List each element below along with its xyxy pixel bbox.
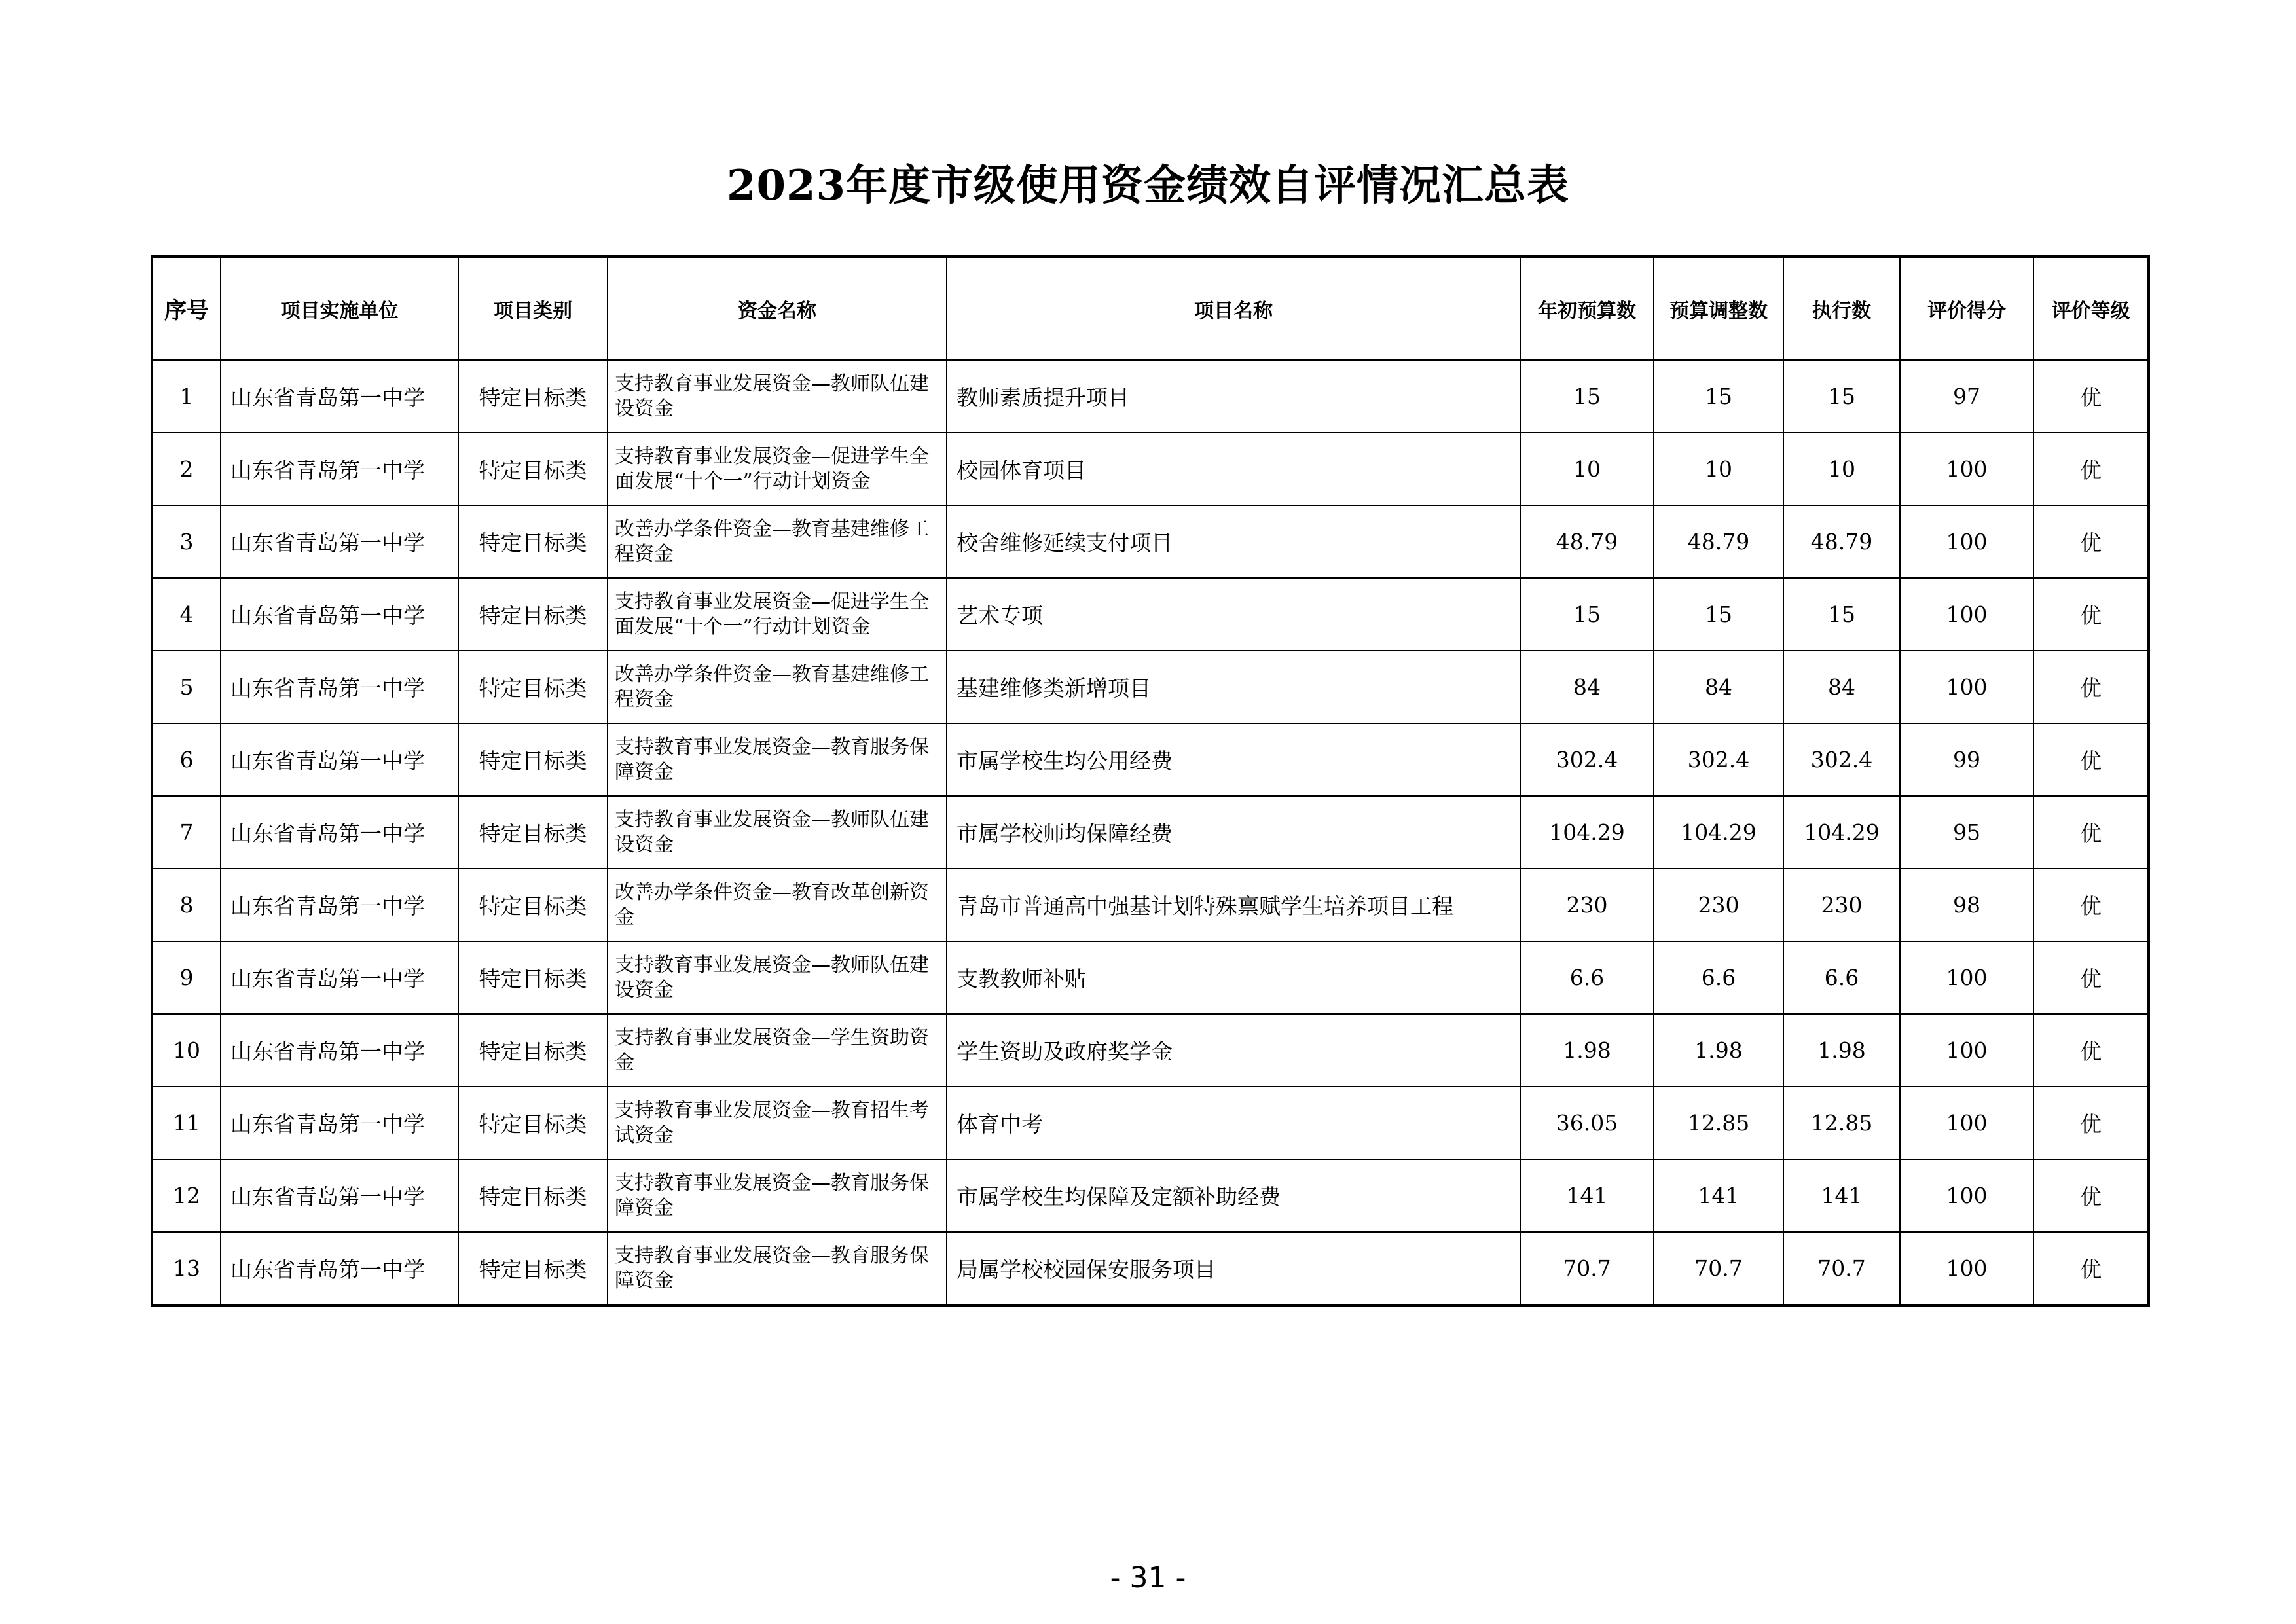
cell-category: 特定目标类 xyxy=(458,869,608,941)
cell-project-name: 艺术专项 xyxy=(947,578,1520,651)
cell-grade: 优 xyxy=(2033,651,2149,723)
cell-fund-name: 支持教育事业发展资金—教师队伍建设资金 xyxy=(608,796,947,869)
cell-grade: 优 xyxy=(2033,1159,2149,1232)
cell-seq: 13 xyxy=(152,1232,221,1305)
cell-grade: 优 xyxy=(2033,578,2149,651)
cell-project-name: 学生资助及政府奖学金 xyxy=(947,1014,1520,1087)
cell-executed: 230 xyxy=(1783,869,1900,941)
table-row xyxy=(152,360,2149,433)
cell-unit: 山东省青岛第一中学 xyxy=(221,1232,458,1305)
table-header-row xyxy=(152,257,2149,360)
cell-seq: 3 xyxy=(152,505,221,578)
cell-seq: 12 xyxy=(152,1159,221,1232)
cell-unit: 山东省青岛第一中学 xyxy=(221,1087,458,1159)
cell-seq: 11 xyxy=(152,1087,221,1159)
cell-grade: 优 xyxy=(2033,869,2149,941)
cell-adjusted-budget: 15 xyxy=(1654,360,1783,433)
cell-initial-budget: 15 xyxy=(1520,578,1654,651)
table-body xyxy=(152,360,2149,1305)
page-title: 2023年度市级使用资金绩效自评情况汇总表 xyxy=(726,161,1570,210)
cell-initial-budget: 1.98 xyxy=(1520,1014,1654,1087)
cell-fund-name: 支持教育事业发展资金—促进学生全面发展“十个一”行动计划资金 xyxy=(608,433,947,505)
cell-fund-name: 改善办学条件资金—教育基建维修工程资金 xyxy=(608,505,947,578)
page-number: - 31 - xyxy=(1110,1561,1186,1595)
cell-score: 99 xyxy=(1900,723,2033,796)
cell-executed: 302.4 xyxy=(1783,723,1900,796)
cell-initial-budget: 70.7 xyxy=(1520,1232,1654,1305)
cell-unit: 山东省青岛第一中学 xyxy=(221,723,458,796)
cell-unit: 山东省青岛第一中学 xyxy=(221,578,458,651)
cell-category: 特定目标类 xyxy=(458,796,608,869)
header-category: 项目类别 xyxy=(458,257,608,360)
cell-grade: 优 xyxy=(2033,941,2149,1014)
cell-fund-name: 支持教育事业发展资金—教师队伍建设资金 xyxy=(608,360,947,433)
cell-grade: 优 xyxy=(2033,723,2149,796)
cell-fund-name: 支持教育事业发展资金—教育招生考试资金 xyxy=(608,1087,947,1159)
cell-project-name: 市属学校师均保障经费 xyxy=(947,796,1520,869)
cell-fund-name: 改善办学条件资金—教育改革创新资金 xyxy=(608,869,947,941)
cell-initial-budget: 10 xyxy=(1520,433,1654,505)
cell-grade: 优 xyxy=(2033,433,2149,505)
cell-category: 特定目标类 xyxy=(458,941,608,1014)
header-fund-name: 资金名称 xyxy=(608,257,947,360)
cell-seq: 8 xyxy=(152,869,221,941)
cell-fund-name: 支持教育事业发展资金—学生资助资金 xyxy=(608,1014,947,1087)
cell-adjusted-budget: 48.79 xyxy=(1654,505,1783,578)
cell-unit: 山东省青岛第一中学 xyxy=(221,869,458,941)
cell-grade: 优 xyxy=(2033,1014,2149,1087)
cell-project-name: 校园体育项目 xyxy=(947,433,1520,505)
cell-initial-budget: 36.05 xyxy=(1520,1087,1654,1159)
cell-category: 特定目标类 xyxy=(458,578,608,651)
cell-category: 特定目标类 xyxy=(458,1159,608,1232)
header-executed: 执行数 xyxy=(1783,257,1900,360)
cell-fund-name: 支持教育事业发展资金—教育服务保障资金 xyxy=(608,1159,947,1232)
cell-unit: 山东省青岛第一中学 xyxy=(221,360,458,433)
cell-fund-name: 改善办学条件资金—教育基建维修工程资金 xyxy=(608,651,947,723)
cell-project-name: 支教教师补贴 xyxy=(947,941,1520,1014)
cell-unit: 山东省青岛第一中学 xyxy=(221,941,458,1014)
cell-seq: 1 xyxy=(152,360,221,433)
table-row xyxy=(152,723,2149,796)
table-row xyxy=(152,433,2149,505)
table-row xyxy=(152,1159,2149,1232)
cell-grade: 优 xyxy=(2033,505,2149,578)
cell-unit: 山东省青岛第一中学 xyxy=(221,651,458,723)
cell-executed: 48.79 xyxy=(1783,505,1900,578)
cell-project-name: 市属学校生均保障及定额补助经费 xyxy=(947,1159,1520,1232)
cell-executed: 70.7 xyxy=(1783,1232,1900,1305)
cell-adjusted-budget: 6.6 xyxy=(1654,941,1783,1014)
cell-seq: 2 xyxy=(152,433,221,505)
cell-fund-name: 支持教育事业发展资金—教育服务保障资金 xyxy=(608,723,947,796)
cell-category: 特定目标类 xyxy=(458,433,608,505)
header-unit: 项目实施单位 xyxy=(221,257,458,360)
cell-category: 特定目标类 xyxy=(458,360,608,433)
cell-grade: 优 xyxy=(2033,360,2149,433)
cell-initial-budget: 230 xyxy=(1520,869,1654,941)
header-adjusted-budget: 预算调整数 xyxy=(1654,257,1783,360)
cell-score: 100 xyxy=(1900,433,2033,505)
cell-seq: 6 xyxy=(152,723,221,796)
cell-project-name: 校舍维修延续支付项目 xyxy=(947,505,1520,578)
cell-score: 98 xyxy=(1900,869,2033,941)
cell-executed: 15 xyxy=(1783,578,1900,651)
cell-adjusted-budget: 302.4 xyxy=(1654,723,1783,796)
header-initial-budget: 年初预算数 xyxy=(1520,257,1654,360)
cell-unit: 山东省青岛第一中学 xyxy=(221,1159,458,1232)
header-seq: 序号 xyxy=(152,257,221,360)
cell-category: 特定目标类 xyxy=(458,505,608,578)
cell-unit: 山东省青岛第一中学 xyxy=(221,796,458,869)
cell-unit: 山东省青岛第一中学 xyxy=(221,433,458,505)
cell-executed: 84 xyxy=(1783,651,1900,723)
cell-project-name: 基建维修类新增项目 xyxy=(947,651,1520,723)
cell-fund-name: 支持教育事业发展资金—教育服务保障资金 xyxy=(608,1232,947,1305)
cell-executed: 141 xyxy=(1783,1159,1900,1232)
cell-score: 100 xyxy=(1900,1087,2033,1159)
cell-score: 100 xyxy=(1900,941,2033,1014)
cell-adjusted-budget: 104.29 xyxy=(1654,796,1783,869)
cell-adjusted-budget: 230 xyxy=(1654,869,1783,941)
cell-adjusted-budget: 1.98 xyxy=(1654,1014,1783,1087)
cell-adjusted-budget: 15 xyxy=(1654,578,1783,651)
cell-score: 100 xyxy=(1900,1014,2033,1087)
cell-score: 100 xyxy=(1900,578,2033,651)
cell-seq: 10 xyxy=(152,1014,221,1087)
cell-category: 特定目标类 xyxy=(458,1087,608,1159)
cell-executed: 104.29 xyxy=(1783,796,1900,869)
cell-initial-budget: 48.79 xyxy=(1520,505,1654,578)
cell-initial-budget: 15 xyxy=(1520,360,1654,433)
cell-category: 特定目标类 xyxy=(458,651,608,723)
cell-fund-name: 支持教育事业发展资金—教师队伍建设资金 xyxy=(608,941,947,1014)
cell-executed: 1.98 xyxy=(1783,1014,1900,1087)
cell-grade: 优 xyxy=(2033,796,2149,869)
cell-initial-budget: 302.4 xyxy=(1520,723,1654,796)
cell-project-name: 体育中考 xyxy=(947,1087,1520,1159)
cell-project-name: 局属学校校园保安服务项目 xyxy=(947,1232,1520,1305)
header-project-name: 项目名称 xyxy=(947,257,1520,360)
cell-adjusted-budget: 84 xyxy=(1654,651,1783,723)
cell-initial-budget: 6.6 xyxy=(1520,941,1654,1014)
cell-score: 100 xyxy=(1900,505,2033,578)
table-row xyxy=(152,505,2149,578)
table-row xyxy=(152,1087,2149,1159)
cell-score: 100 xyxy=(1900,1232,2033,1305)
cell-unit: 山东省青岛第一中学 xyxy=(221,1014,458,1087)
cell-adjusted-budget: 70.7 xyxy=(1654,1232,1783,1305)
table-row xyxy=(152,651,2149,723)
cell-unit: 山东省青岛第一中学 xyxy=(221,505,458,578)
cell-seq: 4 xyxy=(152,578,221,651)
cell-initial-budget: 104.29 xyxy=(1520,796,1654,869)
cell-score: 95 xyxy=(1900,796,2033,869)
cell-fund-name: 支持教育事业发展资金—促进学生全面发展“十个一”行动计划资金 xyxy=(608,578,947,651)
table-row xyxy=(152,941,2149,1014)
header-score: 评价得分 xyxy=(1900,257,2033,360)
cell-category: 特定目标类 xyxy=(458,723,608,796)
cell-adjusted-budget: 141 xyxy=(1654,1159,1783,1232)
cell-seq: 7 xyxy=(152,796,221,869)
table-row xyxy=(152,1232,2149,1305)
cell-score: 100 xyxy=(1900,1159,2033,1232)
table-row xyxy=(152,578,2149,651)
cell-project-name: 教师素质提升项目 xyxy=(947,360,1520,433)
cell-grade: 优 xyxy=(2033,1087,2149,1159)
cell-project-name: 青岛市普通高中强基计划特殊禀赋学生培养项目工程 xyxy=(947,869,1520,941)
cell-seq: 9 xyxy=(152,941,221,1014)
cell-adjusted-budget: 10 xyxy=(1654,433,1783,505)
table-row xyxy=(152,1014,2149,1087)
cell-executed: 15 xyxy=(1783,360,1900,433)
cell-seq: 5 xyxy=(152,651,221,723)
cell-executed: 10 xyxy=(1783,433,1900,505)
cell-adjusted-budget: 12.85 xyxy=(1654,1087,1783,1159)
header-grade: 评价等级 xyxy=(2033,257,2149,360)
cell-initial-budget: 84 xyxy=(1520,651,1654,723)
performance-summary-table xyxy=(151,255,2150,1307)
cell-initial-budget: 141 xyxy=(1520,1159,1654,1232)
cell-executed: 12.85 xyxy=(1783,1087,1900,1159)
cell-category: 特定目标类 xyxy=(458,1232,608,1305)
cell-project-name: 市属学校生均公用经费 xyxy=(947,723,1520,796)
cell-category: 特定目标类 xyxy=(458,1014,608,1087)
cell-executed: 6.6 xyxy=(1783,941,1900,1014)
cell-grade: 优 xyxy=(2033,1232,2149,1305)
table-row xyxy=(152,796,2149,869)
table-row xyxy=(152,869,2149,941)
cell-score: 97 xyxy=(1900,360,2033,433)
cell-score: 100 xyxy=(1900,651,2033,723)
